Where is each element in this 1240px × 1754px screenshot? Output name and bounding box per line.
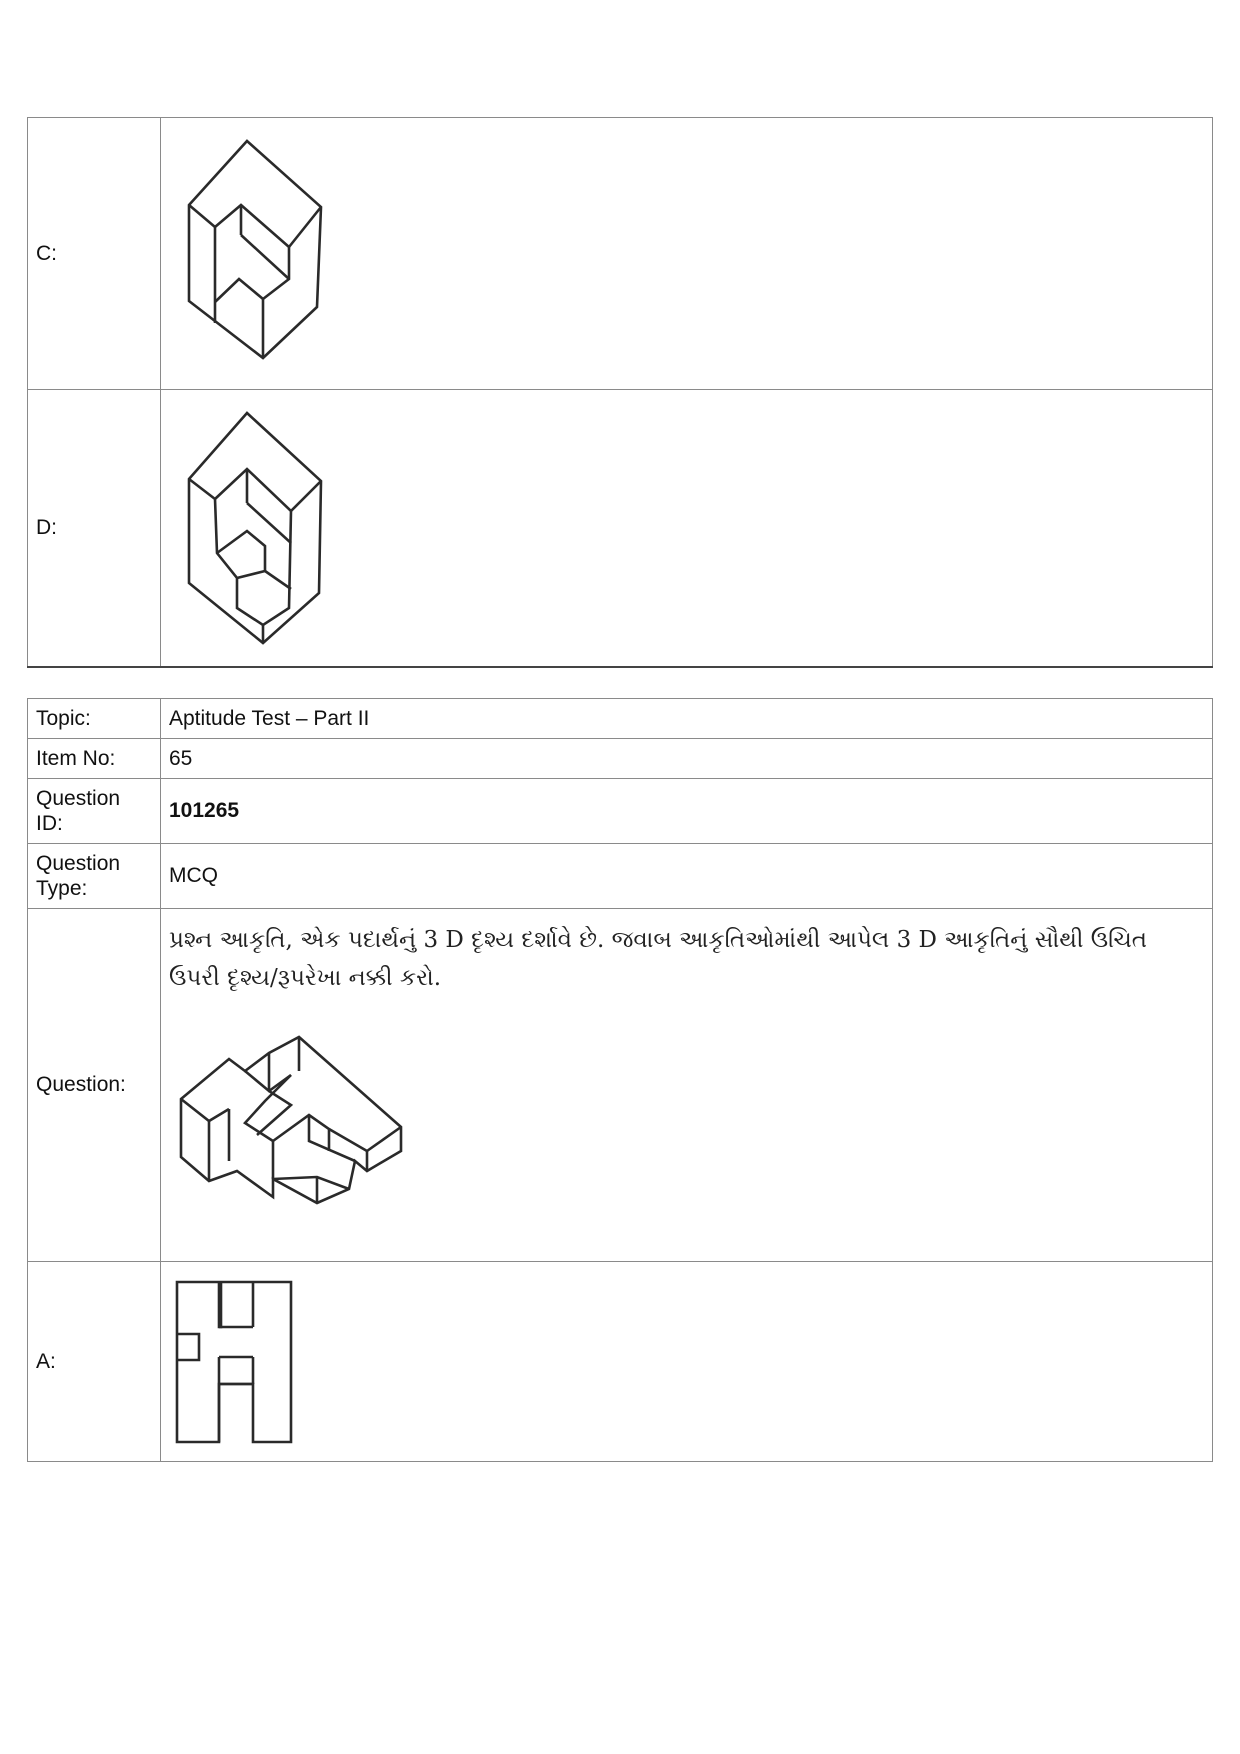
option-row-c bbox=[28, 118, 1213, 390]
question-id-value: 101265 bbox=[161, 779, 1213, 844]
question-type-value: MCQ bbox=[161, 844, 1213, 909]
question-id-row bbox=[28, 779, 1213, 844]
topic-value: Aptitude Test – Part II bbox=[161, 699, 1213, 739]
option-label: D: bbox=[28, 390, 161, 668]
isometric-h-shape-figure bbox=[169, 1011, 419, 1241]
topic-row bbox=[28, 699, 1213, 739]
topic-label: Topic: bbox=[28, 699, 161, 739]
option-figure-cell bbox=[161, 118, 1213, 390]
item-no-value: 65 bbox=[161, 739, 1213, 779]
item-no-label: Item No: bbox=[28, 739, 161, 779]
answer-a-cell bbox=[161, 1262, 1213, 1462]
answer-a-row bbox=[28, 1262, 1213, 1462]
isometric-block-with-notch-figure bbox=[169, 129, 339, 379]
question-type-row bbox=[28, 844, 1213, 909]
option-figure-cell bbox=[161, 390, 1213, 668]
question-id-label: Question ID: bbox=[28, 779, 161, 844]
question-row bbox=[28, 909, 1213, 1262]
options-table-continued bbox=[27, 117, 1213, 668]
item-no-row bbox=[28, 739, 1213, 779]
option-row-d bbox=[28, 390, 1213, 668]
answer-a-label: A: bbox=[28, 1262, 161, 1462]
isometric-block-with-stepped-cut-figure bbox=[169, 403, 339, 653]
option-label: C: bbox=[28, 118, 161, 390]
question-text: પ્રશ્ન આકૃતિ, એક પદાર્થનું 3 D દૃશ્ય દર્શાવે છે. જવાબ આકૃતિઓમાંથી આપેલ 3 D આકૃતિનું સૌથી ઉચિત ઉપરી દૃશ્ય/રૂપરેખા નક્કી કરો. bbox=[169, 927, 1147, 991]
question-cell bbox=[161, 909, 1213, 1262]
h-top-view-figure bbox=[169, 1272, 309, 1452]
question-type-label: Question Type: bbox=[28, 844, 161, 909]
question-label: Question: bbox=[28, 909, 161, 1262]
question-table bbox=[27, 698, 1213, 1462]
